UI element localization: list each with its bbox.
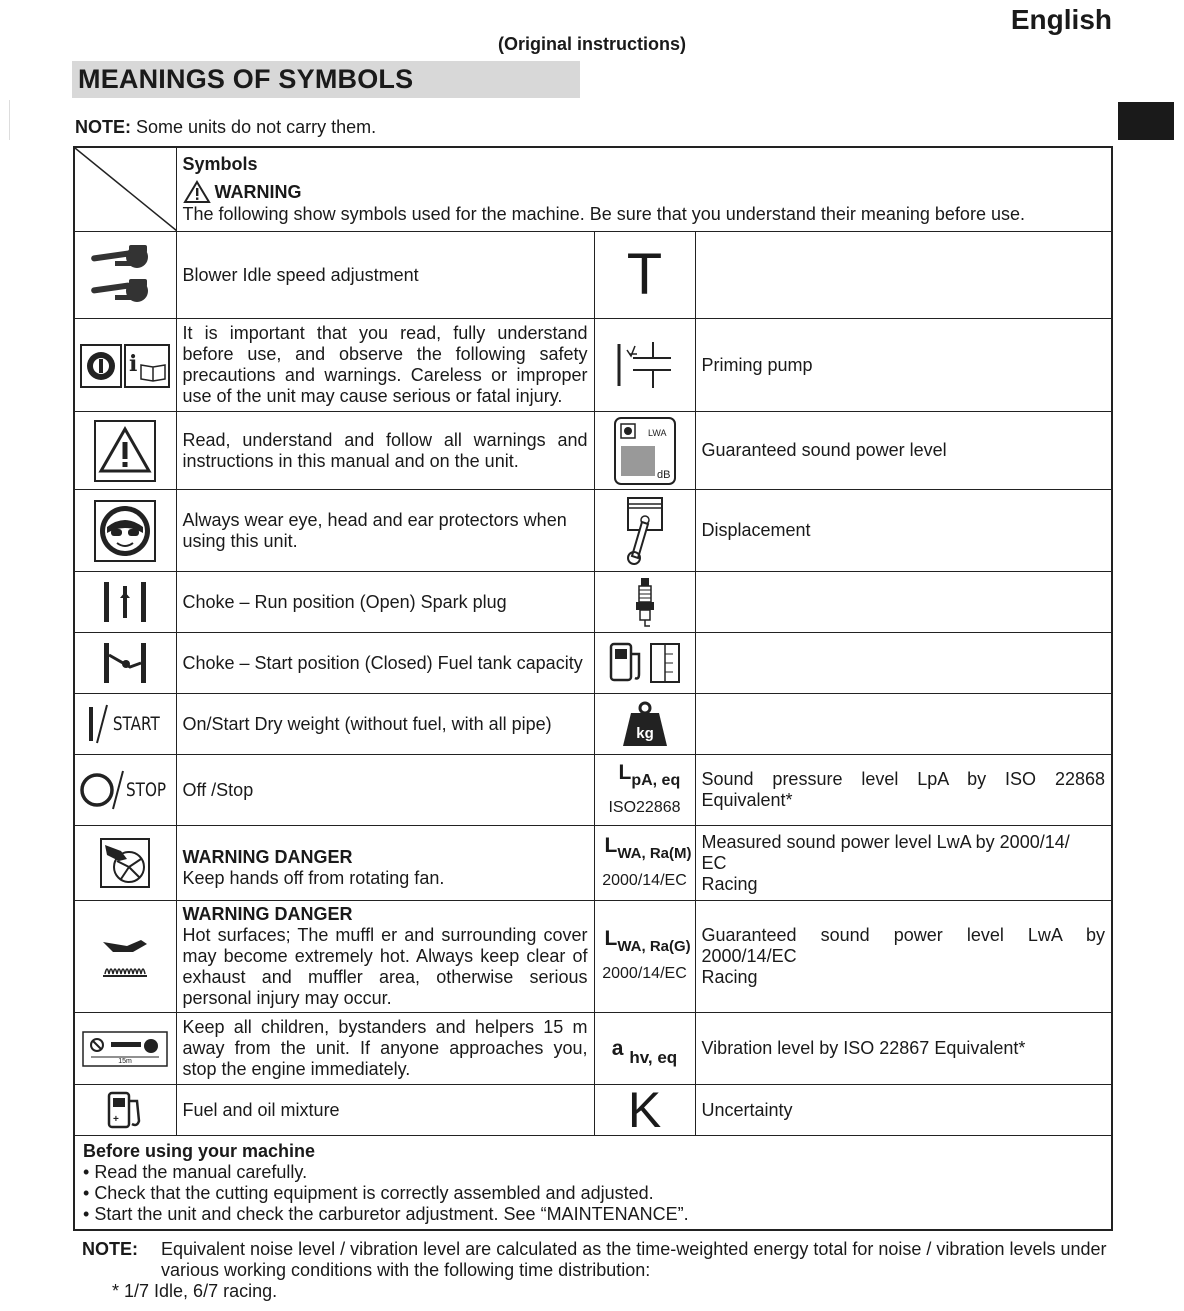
db-label: dB [656, 468, 670, 481]
footer-bullet: • Start the unit and check the carburetor adjustment. See “MAINTENANCE”. [83, 1204, 689, 1224]
warning-triangle-icon [183, 180, 211, 204]
start-label: START [112, 712, 160, 735]
choke-start-icon-cell [74, 633, 176, 694]
footer-bullet-text: Check that the cutting equipment is correctly assembled and adjusted. [94, 1183, 654, 1203]
off-stop-symbol [75, 769, 176, 811]
idle-symbol-cell [594, 232, 695, 319]
heading-warning-label: WARNING [214, 181, 302, 202]
table-row [74, 319, 1112, 412]
spark-plug-icon [630, 576, 660, 628]
displacement-icon-cell [594, 490, 695, 572]
row-10-right-line: Guaranteed sound power level LwA by [701, 925, 1105, 945]
table-row [74, 826, 1112, 901]
row-8-right-text: Sound pressure level LpA by ISO 22868 Equivalent* [695, 755, 1112, 826]
start-icon-cell [74, 694, 176, 755]
heading-title: Symbols [182, 154, 258, 174]
read-manual-icon-cell [74, 319, 176, 412]
keep-bystanders-away-icon [81, 1030, 169, 1068]
rotating-fan-warning-icon [99, 837, 151, 889]
table-footer-row [74, 1136, 1112, 1231]
stop-label: STOP [126, 778, 167, 801]
priming-pump-icon-cell [594, 319, 695, 412]
idle-t-symbol: T [626, 242, 663, 307]
row-9-right-line: EC [701, 852, 727, 873]
section-banner [72, 61, 580, 98]
row-1-left-text: Blower Idle speed adjustment [176, 232, 594, 319]
note-bottom-text: Equivalent noise level / vibration level are calculated as the time-weighted energy total for noise / vibration levels under various working conditions with the following time distribution: [161, 1239, 1107, 1280]
row-9-right-line: Measured sound power level LwA by 2000/14/ [701, 831, 1070, 852]
lwa-g-symbol-cell [594, 901, 695, 1013]
warning-manual-icon-cell [74, 412, 176, 490]
svg-text:+: + [113, 1114, 120, 1125]
fuel-tank-capacity-icon [607, 640, 683, 686]
symbols-table [73, 146, 1113, 1231]
row-3-left-text: Read, understand and follow all warnings and instructions in this manual and on the unit. [176, 412, 594, 490]
table-row [74, 901, 1112, 1013]
choke-open-icon [100, 580, 150, 624]
table-row [74, 412, 1112, 490]
row-12-left-text: Fuel and oil mixture [176, 1085, 594, 1136]
lwa-m-main: L [604, 833, 618, 857]
row-12-right-text: Uncertainty [695, 1085, 1112, 1136]
lwa-g-symbol [595, 927, 695, 955]
svg-text:i: i [129, 351, 138, 377]
table-row [74, 755, 1112, 826]
ahv-symbol [595, 1036, 695, 1067]
sound-power-level-icon [613, 416, 677, 486]
fuel-oil-mixture-icon [105, 1089, 145, 1131]
lwa-m-sub: WA, Ra(M) [617, 844, 692, 862]
note-top [75, 117, 376, 138]
note-top-text: Some units do not carry them. [136, 117, 377, 137]
sound-power-icon-cell [594, 412, 695, 490]
fan-warning-icon-cell [74, 826, 176, 901]
section-title: MEANINGS OF SYMBOLS [78, 64, 414, 94]
protective-gear-icon [93, 499, 157, 563]
footer-bullet-text: Read the manual carefully. [94, 1162, 308, 1182]
lwa-g-main: L [604, 927, 618, 950]
distance-label: 15m [118, 1057, 133, 1065]
hot-surface-icon [97, 934, 153, 980]
spark-plug-icon-cell [594, 572, 695, 633]
weight-icon-cell [594, 694, 695, 755]
lwa-label: LWA [647, 427, 667, 438]
row-4-left-text: Always wear eye, head and ear protectors when using this unit. [176, 490, 594, 572]
row-10-right-cell [695, 901, 1112, 1013]
hot-surface-icon-cell [74, 901, 176, 1013]
row-11-right-text: Vibration level by ISO 22867 Equivalent* [695, 1013, 1112, 1085]
table-heading-row [74, 147, 1112, 232]
row-9-right-line: Racing [701, 873, 758, 894]
row-10-left-text: Hot surfaces; The muffl er and surrounding cover may become extremely hot. Always keep clear of exhaust and muffler area, otherwise serious personal injury may occur. [182, 925, 588, 1008]
choke-closed-icon [100, 641, 150, 685]
stop-icon-cell [74, 755, 176, 826]
lpa-main: L [618, 760, 632, 784]
lwa-m-symbol-cell [594, 826, 695, 901]
uncertainty-symbol-cell [594, 1082, 695, 1138]
lpa-sub: pA, eq [631, 771, 681, 789]
language-label: English [1010, 4, 1112, 35]
table-row [74, 490, 1112, 572]
row-6-left-text: Choke – Start position (Closed) Fuel tank capacity [176, 633, 594, 694]
row-10-right-line: Racing [701, 967, 758, 987]
fuel-mix-icon-cell [74, 1085, 176, 1136]
ahv-sub: hv, eq [629, 1047, 678, 1067]
row-8-left-text: Off /Stop [176, 755, 594, 826]
row-10-warning-heading: WARNING DANGER [182, 904, 353, 924]
lwa-m-symbol [595, 833, 695, 862]
row-9-left-text: Keep hands off from rotating fan. [182, 868, 445, 888]
footer-bullet: • Check that the cutting equipment is correctly assembled and adjusted. [83, 1183, 654, 1203]
row-9-right-cell [695, 826, 1112, 901]
row-7-left-text: On/Start Dry weight (without fuel, with all pipe) [176, 694, 594, 755]
row-3-right-text: Guaranteed sound power level [695, 412, 1112, 490]
note-top-label: NOTE: [75, 117, 131, 137]
ppe-icon-cell [74, 490, 176, 572]
diagonal-cell [74, 147, 176, 232]
lpa-symbol [595, 760, 695, 789]
ahv-symbol-cell [594, 1013, 695, 1085]
note-bottom-label: NOTE: [82, 1239, 138, 1259]
lpa-standard: ISO22868 [608, 798, 681, 816]
footer-bullet-text: Start the unit and check the carburetor adjustment. See “MAINTENANCE”. [94, 1204, 689, 1224]
subtitle: (Original instructions) [497, 34, 686, 54]
row-10-left-cell [176, 901, 594, 1013]
row-9-warning-heading: WARNING DANGER [182, 847, 353, 867]
on-start-symbol [75, 703, 176, 745]
table-row [74, 633, 1112, 694]
row-5-left-text: Choke – Run position (Open) Spark plug [176, 572, 594, 633]
row-9-left-cell [176, 826, 594, 901]
lpa-symbol-cell [594, 755, 695, 826]
row-5-right-text [695, 572, 1112, 633]
priming-pump-icon [615, 340, 675, 390]
heading-description: The following show symbols used for the machine. Be sure that you understand their meaning before use. [182, 204, 1025, 224]
blower-idle-icon [85, 239, 165, 311]
lwa-g-sub: WA, Ra(G) [617, 938, 691, 955]
fuel-tank-icon-cell [594, 633, 695, 694]
table-row [74, 232, 1112, 319]
uncertainty-k-symbol: K [627, 1082, 662, 1138]
kg-label: kg [635, 725, 654, 742]
read-manual-icon [79, 337, 171, 393]
table-row [74, 572, 1112, 633]
lwa-m-standard: 2000/14/EC [602, 871, 687, 889]
lwa-g-standard: 2000/14/EC [602, 965, 687, 982]
footer-title: Before using your machine [83, 1141, 316, 1161]
row-2-left-text: It is important that you read, fully understand before use, and observe the following safety precautions and warnings. Careless or improper use of the unit may cause serious or fatal injury. [176, 319, 594, 412]
row-10-right-line: 2000/14/EC [701, 946, 797, 966]
table-row [74, 1085, 1112, 1136]
choke-run-icon-cell [74, 572, 176, 633]
blower-icon-cell [74, 232, 176, 319]
row-6-right-text [695, 633, 1112, 694]
table-row [74, 1013, 1112, 1085]
dry-weight-icon [621, 700, 669, 748]
heading-warning [183, 180, 1106, 204]
margin-mark [9, 100, 10, 140]
ahv-main: a [611, 1036, 624, 1060]
on-bar-icon [85, 703, 109, 745]
off-circle-icon [79, 769, 125, 811]
page-tab-marker [1118, 102, 1174, 140]
bystander-icon-cell [74, 1013, 176, 1085]
row-7-right-text [695, 694, 1112, 755]
row-4-right-text: Displacement [695, 490, 1112, 572]
note-bottom-ratio: * 1/7 Idle, 6/7 racing. [112, 1281, 278, 1301]
piston-displacement-icon [620, 494, 670, 568]
footer-bullet: • Read the manual carefully. [83, 1162, 308, 1182]
row-1-right-text [695, 232, 1112, 319]
diagonal-line-icon [75, 148, 177, 231]
table-row [74, 694, 1112, 755]
row-11-left-text: Keep all children, bystanders and helpers 15 m away from the unit. If anyone approaches you, stop the engine immediately. [176, 1013, 594, 1085]
row-2-right-text: Priming pump [695, 319, 1112, 412]
warning-triangle-icon [93, 419, 157, 483]
